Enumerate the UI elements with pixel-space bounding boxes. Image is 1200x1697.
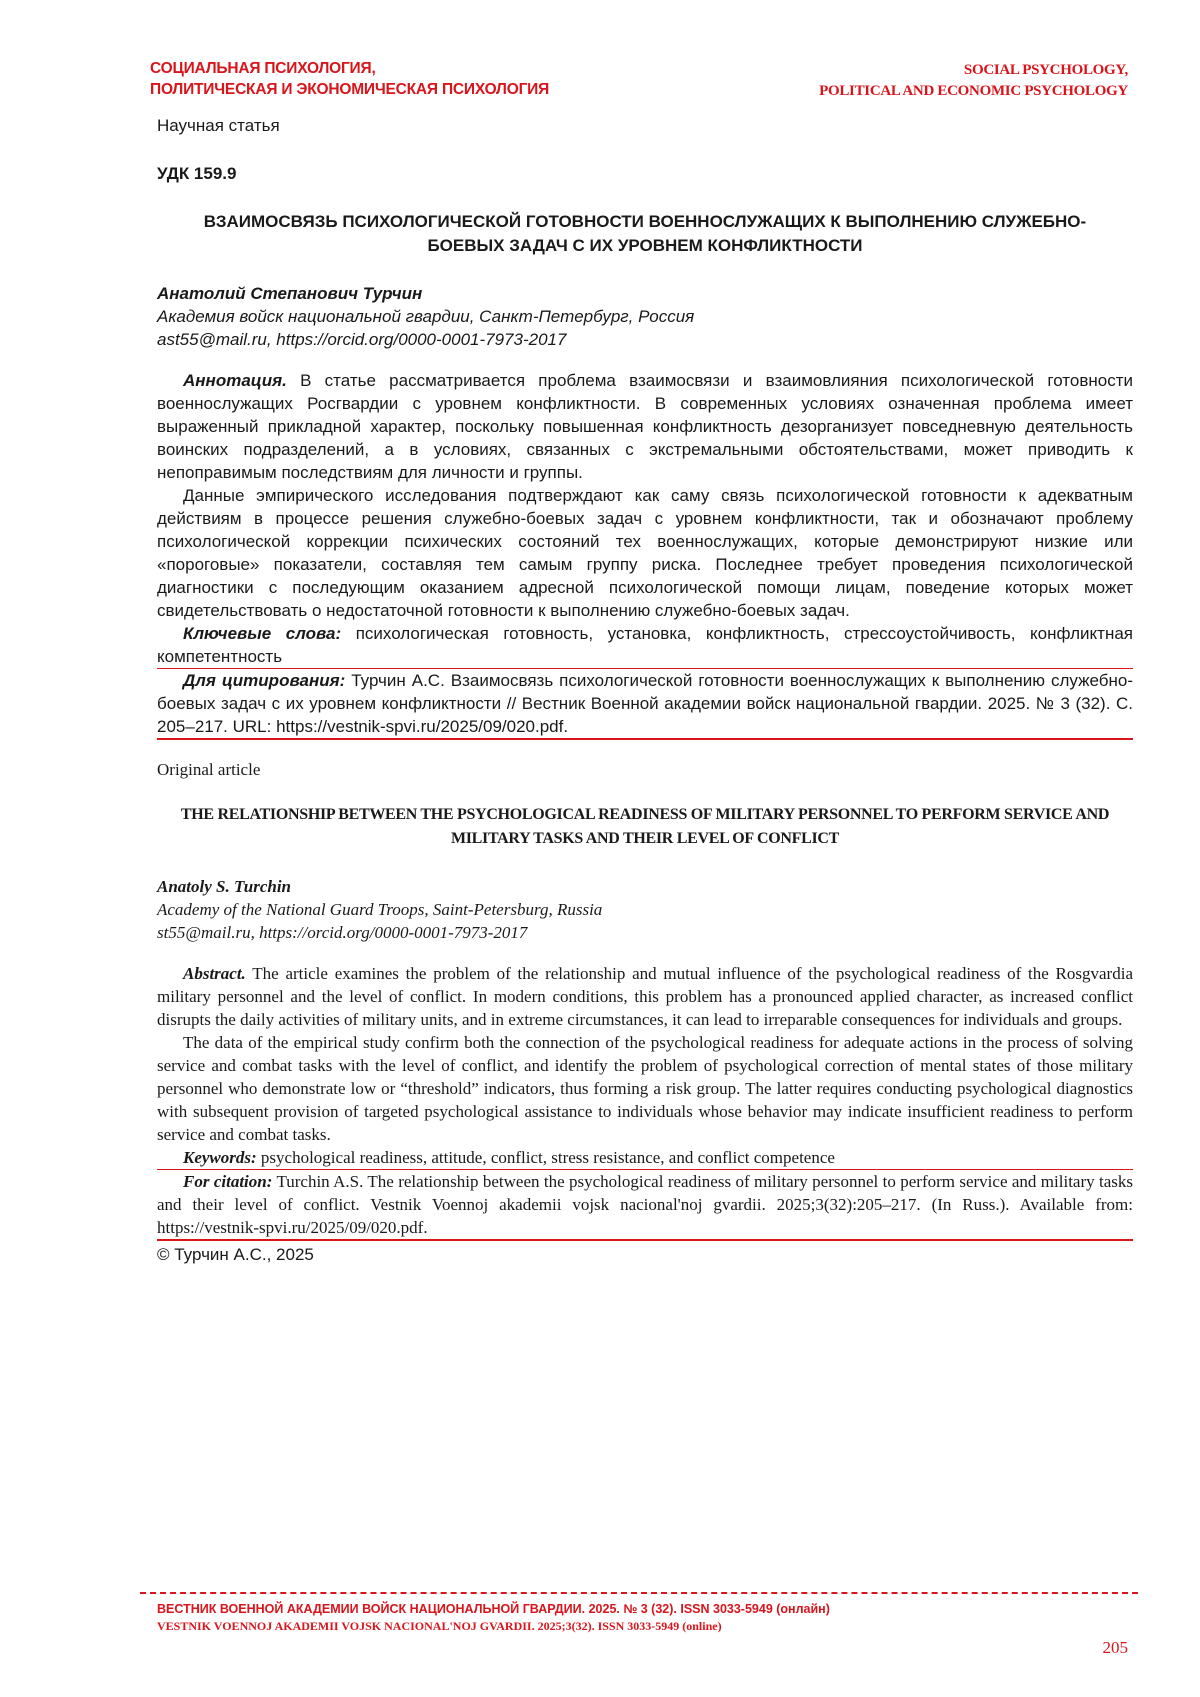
- keywords-ru-text: психологическая готовность, установка, конфликтность, стрессоустойчивость, конфликтная компетентность: [157, 624, 1133, 666]
- keywords-ru: [157, 622, 1133, 668]
- footer-journal-ru: ВЕСТНИК ВОЕННОЙ АКАДЕМИИ ВОЙСК НАЦИОНАЛЬНОЙ ГВАРДИИ. 2025. № 3 (32). ISSN 3033-5949 (онлайн): [157, 1602, 830, 1616]
- author-en: Anatoly S. Turchin: [157, 877, 291, 896]
- footer-journal-en: VESTNIK VOENNOJ AKADEMII VOJSK NACIONAL'NOJ GVARDII. 2025;3(32). ISSN 3033-5949 (online): [157, 1619, 722, 1633]
- affiliation-ru: Академия войск национальной гвардии, Санкт-Петербург, Россия: [157, 307, 695, 326]
- affiliation-en: Academy of the National Guard Troops, Saint-Petersburg, Russia: [157, 900, 603, 919]
- section-en-line1: SOCIAL PSYCHOLOGY,: [963, 62, 1128, 78]
- abstract-en-p1: [157, 962, 1133, 1031]
- abstract-ru-p1: [157, 369, 1133, 484]
- keywords-label-en: Keywords:: [183, 1148, 257, 1167]
- section-ru-line1: СОЦИАЛЬНАЯ ПСИХОЛОГИЯ,: [150, 60, 376, 77]
- article-type-en: Original article: [157, 760, 261, 779]
- contacts-ru: ast55@mail.ru, https://orcid.org/0000-0001-7973-2017: [157, 330, 567, 349]
- footer-divider: [140, 1592, 1138, 1594]
- divider-en-end: [157, 1239, 1133, 1241]
- title-ru: ВЗАИМОСВЯЗЬ ПСИХОЛОГИЧЕСКОЙ ГОТОВНОСТИ ВОЕННОСЛУЖАЩИХ К ВЫПОЛНЕНИЮ СЛУЖЕБНО-БОЕВЫХ ЗАДАЧ С ИХ УРОВНЕМ КОНФЛИКТНОСТИ: [203, 212, 1087, 255]
- udk-code: УДК 159.9: [157, 164, 237, 183]
- contacts-en: st55@mail.ru, https://orcid.org/0000-0001-7973-2017: [157, 923, 528, 942]
- section-ru-line2: ПОЛИТИЧЕСКАЯ И ЭКОНОМИЧЕСКАЯ ПСИХОЛОГИЯ: [150, 81, 550, 98]
- abstract-en-text1: The article examines the problem of the relationship and mutual influence of the psychological readiness of the Rosgvardia military personnel and the level of conflict. In modern conditions, this problem has a pronounced applied character, as increased conflict disrupts the daily activities of military units, and in extreme circumstances, it can lead to irreparable consequences for individuals and groups.: [157, 964, 1133, 1029]
- title-en: THE RELATIONSHIP BETWEEN THE PSYCHOLOGICAL READINESS OF MILITARY PERSONNEL TO PERFORM SERVICE AND MILITARY TASKS AND THEIR LEVEL OF CONFLICT: [180, 806, 1110, 847]
- keywords-en-text: psychological readiness, attitude, conflict, stress resistance, and conflict competence: [260, 1148, 835, 1167]
- article-type-ru: Научная статья: [157, 116, 280, 135]
- abstract-ru-p2: Данные эмпирического исследования подтверждают как саму связь психологической готовности к адекватным действиям в процессе решения служебно-боевых задач с уровнем конфликтности, так и обозначают проблему психологической коррекции психических состояний тех военнослужащих, которые демонстрируют низкие или «пороговые» показатели, составляя тем самым группу риска. Последнее требует проведения психологической диагностики с последующим оказанием адресной психологической помощи лицам, поведение которых может свидетельствовать о недостаточной готовности к выполнению служебно-боевых задач.: [157, 486, 1133, 620]
- journal-section-en: [819, 60, 1128, 102]
- journal-section-ru: [150, 58, 549, 100]
- keywords-label-ru: Ключевые слова:: [183, 624, 342, 643]
- citation-ru: [157, 669, 1133, 738]
- divider-ru-end: [157, 738, 1133, 740]
- abstract-en-p2: The data of the empirical study confirm both the connection of the psychological readiness for adequate actions in the process of solving service and combat tasks with the level of conflict, and identify the problem of psychological correction of mental states of those military personnel who demonstrate low or “threshold” indicators, thus forming a risk group. The latter requires conducting psychological diagnostics with subsequent provision of targeted psychological assistance to individuals whose behavior may indicate insufficient readiness to perform service and combat tasks.: [157, 1033, 1133, 1144]
- section-en-line2: POLITICAL AND ECONOMIC PSYCHOLOGY: [819, 83, 1128, 99]
- citation-label-ru: Для цитирования:: [183, 671, 346, 690]
- keywords-en: [157, 1146, 1133, 1169]
- citation-en: [157, 1170, 1133, 1239]
- abstract-label-ru: Аннотация.: [183, 371, 287, 390]
- page-number: 205: [1102, 1638, 1128, 1657]
- author-ru: Анатолий Степанович Турчин: [157, 284, 423, 303]
- abstract-label-en: Abstract.: [183, 964, 246, 983]
- citation-label-en: For citation:: [183, 1172, 273, 1191]
- citation-ru-text: Турчин А.С. Взаимосвязь психологической готовности военнослужащих к выполнению служебно-боевых задач с их уровнем конфликтности // Вестник Военной академии войск национальной гвардии. 2025. № 3 (32). С. 205–217. URL: https://vestnik-spvi.ru/2025/09/020.pdf.: [157, 671, 1133, 736]
- citation-en-text: Turchin A.S. The relationship between the psychological readiness of military personnel to perform service and military tasks and their level of conflict. Vestnik Voennoj akademii vojsk nacional'noj gvardii. 2025;3(32):205–217. (In Russ.). Available from: https://vestnik-spvi.ru/2025/09/020.pdf.: [157, 1172, 1133, 1237]
- abstract-ru-text1: В статье рассматривается проблема взаимосвязи и взаимовлияния психологической готовности военнослужащих Росгвардии с уровнем конфликтности. В современных условиях означенная проблема имеет выраженный прикладной характер, поскольку повышенная конфликтность дезорганизует повседневную деятельность воинских подразделений, а в условиях, связанных с экстремальными обстоятельствами, может приводить к непоправимым последствиям для личности и группы.: [157, 371, 1133, 482]
- copyright: © Турчин А.С., 2025: [157, 1245, 314, 1264]
- article-body: [157, 114, 1133, 1266]
